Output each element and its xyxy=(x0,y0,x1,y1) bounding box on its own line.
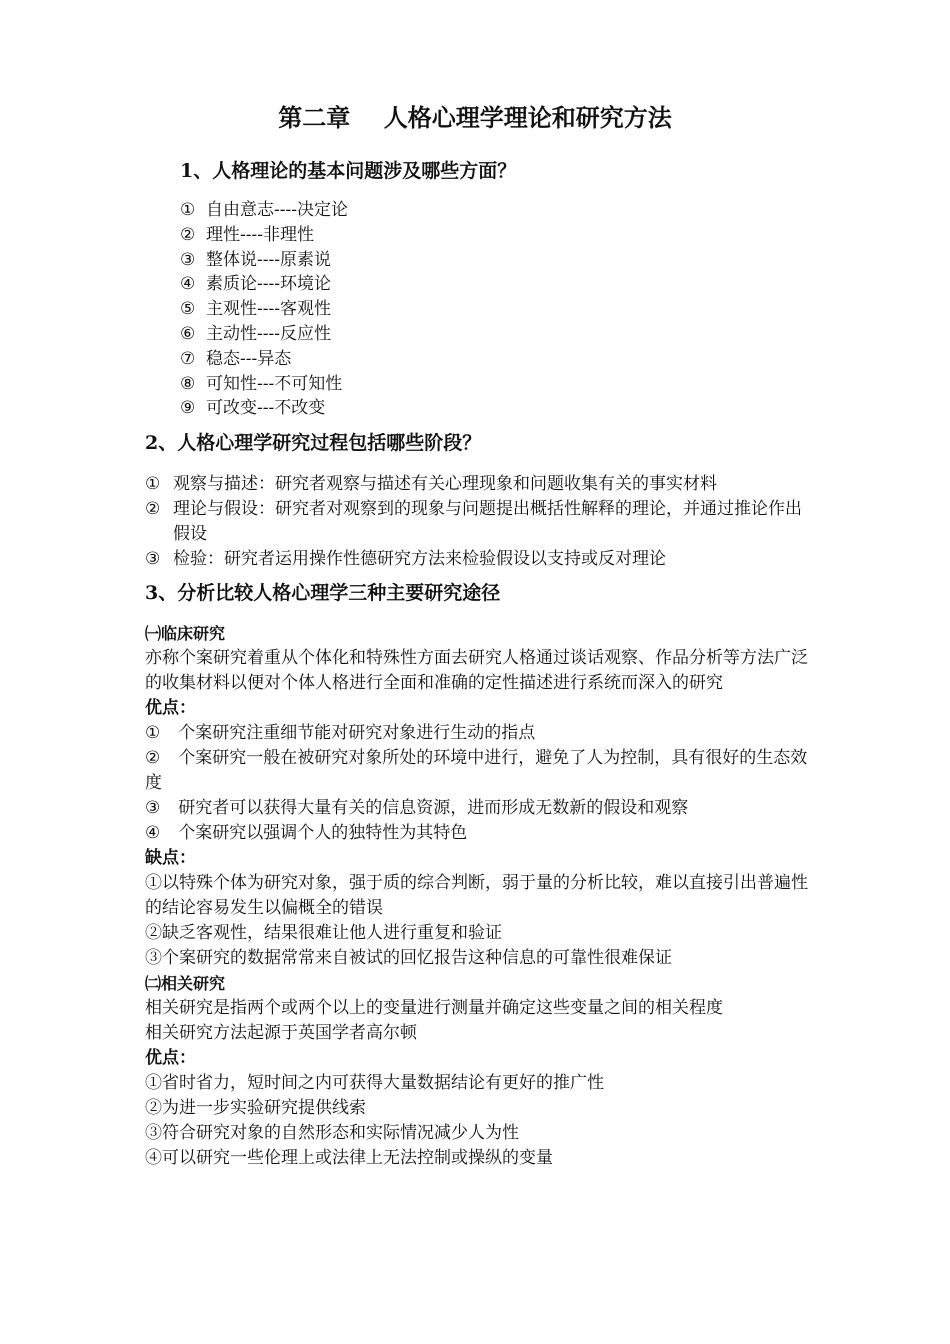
research-approaches-section xyxy=(145,621,815,1171)
list-item: ③符合研究对象的自然形态和实际情况减少人为性 xyxy=(145,1123,519,1143)
list-item: ⑤ 主观性----客观性 xyxy=(180,299,331,320)
list-item: ④ 素质论----环境论 xyxy=(180,274,331,295)
list-item: ①以特殊个体为研究对象，强于质的综合判断，弱于量的分析比较，难以直接引出普遍性的结论容易发生以偏概全的错误 xyxy=(145,873,808,918)
chapter-title: 第二章 人格心理学理论和研究方法 xyxy=(278,103,672,132)
cons-label: 缺点： xyxy=(145,848,196,868)
list-item: ⑥ 主动性----反应性 xyxy=(180,323,331,344)
opposites-list xyxy=(180,198,348,421)
correlational-research-description: 相关研究是指两个或两个以上的变量进行测量并确定这些变量之间的相关程度 xyxy=(145,998,723,1018)
list-item: ⑧ 可知性---不可知性 xyxy=(180,373,343,394)
list-item: ②为进一步实验研究提供线索 xyxy=(145,1098,366,1118)
list-item: ①省时省力，短时间之内可获得大量数据结论有更好的推广性 xyxy=(145,1073,604,1093)
clinical-research-description: 亦称个案研究着重从个体化和特殊性方面去研究人格通过谈话观察、作品分析等方法广泛的收集材料以便对个体人格进行全面和准确的定性描述进行系统而深入的研究 xyxy=(145,648,808,693)
pros-label: 优点： xyxy=(145,698,196,718)
list-item: ① 个案研究注重细节能对研究对象进行生动的指点 xyxy=(145,723,536,743)
question-2-heading: 2、人格心理学研究过程包括哪些阶段？ xyxy=(145,432,482,454)
list-item: ③ 整体说----原素说 xyxy=(180,249,331,270)
list-item: ② 理论与假设：研究者对观察到的现象与问题提出概括性解释的理论，并通过推论作出假设 xyxy=(145,499,802,544)
list-item: ③个案研究的数据常常来自被试的回忆报告这种信息的可靠性很难保证 xyxy=(145,948,672,968)
list-item: ③ 检验：研究者运用操作性德研究方法来检验假设以支持或反对理论 xyxy=(145,549,666,569)
list-item: ② 理性----非理性 xyxy=(180,224,314,245)
list-item: ③ 研究者可以获得大量有关的信息资源，进而形成无数新的假设和观察 xyxy=(145,798,689,818)
clinical-research-title: ㈠临床研究 xyxy=(145,624,226,643)
list-item: ④ 个案研究以强调个人的独特性为其特色 xyxy=(145,823,468,843)
pros-label: 优点： xyxy=(145,1048,196,1068)
list-item: ② 个案研究一般在被研究对象所处的环境中进行，避免了人为控制，具有很好的生态效度 xyxy=(145,748,808,793)
list-item: ⑨ 可改变---不改变 xyxy=(180,398,326,419)
list-item: ②缺乏客观性，结果很难让他人进行重复和验证 xyxy=(145,923,502,943)
question-1-heading: 1、人格理论的基本问题涉及哪些方面？ xyxy=(180,160,517,182)
correlational-research-origin: 相关研究方法起源于英国学者高尔顿 xyxy=(145,1023,417,1043)
list-item: ⑦ 稳态---异态 xyxy=(180,348,292,369)
correlational-research-title: ㈡相关研究 xyxy=(145,974,226,993)
question-3-heading: 3、分析比较人格心理学三种主要研究途径 xyxy=(145,582,501,604)
list-item: ① 观察与描述：研究者观察与描述有关心理现象和问题收集有关的事实材料 xyxy=(145,474,717,494)
research-stages-list xyxy=(145,472,815,572)
list-item: ① 自由意志----决定论 xyxy=(180,200,348,220)
list-item: ④可以研究一些伦理上或法律上无法控制或操纵的变量 xyxy=(145,1148,553,1168)
